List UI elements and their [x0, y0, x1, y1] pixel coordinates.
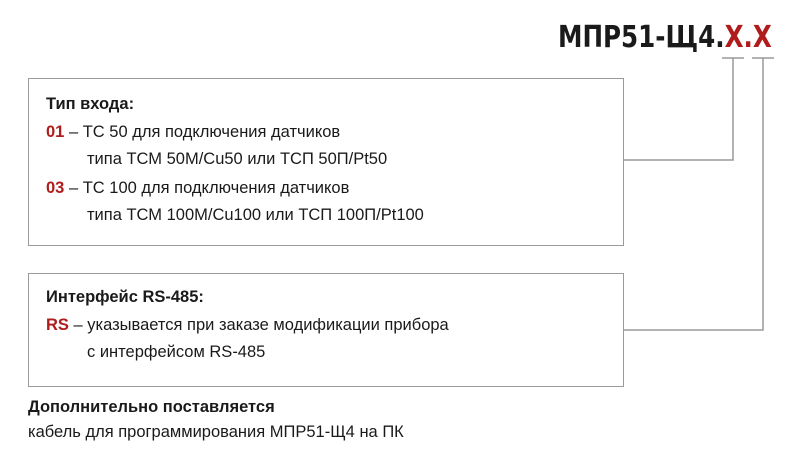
interface-option-code: RS [46, 316, 69, 334]
connector-interface [624, 58, 763, 330]
model-base: МПР51-Щ4. [558, 20, 725, 55]
interface-box [28, 273, 624, 387]
additional-title: Дополнительно поставляется [28, 398, 275, 416]
input-type-title: Тип входа: [46, 95, 135, 113]
additional-text: кабель для программирования МПР51-Щ4 на ПК [28, 423, 404, 441]
connector-input-type [624, 58, 733, 160]
model-designation [558, 20, 772, 55]
input-type-box [28, 78, 624, 246]
input-option-desc: – ТС 50 для подключения датчиков [64, 123, 341, 141]
interface-option-continuation: с интерфейсом RS-485 [87, 343, 266, 361]
input-option-01-continuation: типа ТСМ 50М/Cu50 или ТСП 50П/Pt50 [87, 150, 388, 168]
placeholder-input-type: Х [724, 20, 744, 55]
input-option-desc: – ТС 100 для подключения датчиков [64, 179, 350, 197]
interface-option-desc: – указывается при заказе модификации прибора [68, 316, 449, 334]
placeholder-interface: Х [753, 20, 772, 55]
placeholder-separator: . [743, 20, 754, 55]
input-option-code: 01 [46, 123, 65, 141]
input-option-03 [46, 176, 349, 200]
input-option-03-continuation: типа ТСМ 100М/Cu100 или ТСП 100П/Pt100 [87, 206, 424, 224]
input-option-01 [46, 120, 340, 144]
interface-title: Интерфейс RS-485: [46, 288, 204, 306]
interface-option-rs [46, 313, 449, 337]
input-option-code: 03 [46, 179, 65, 197]
